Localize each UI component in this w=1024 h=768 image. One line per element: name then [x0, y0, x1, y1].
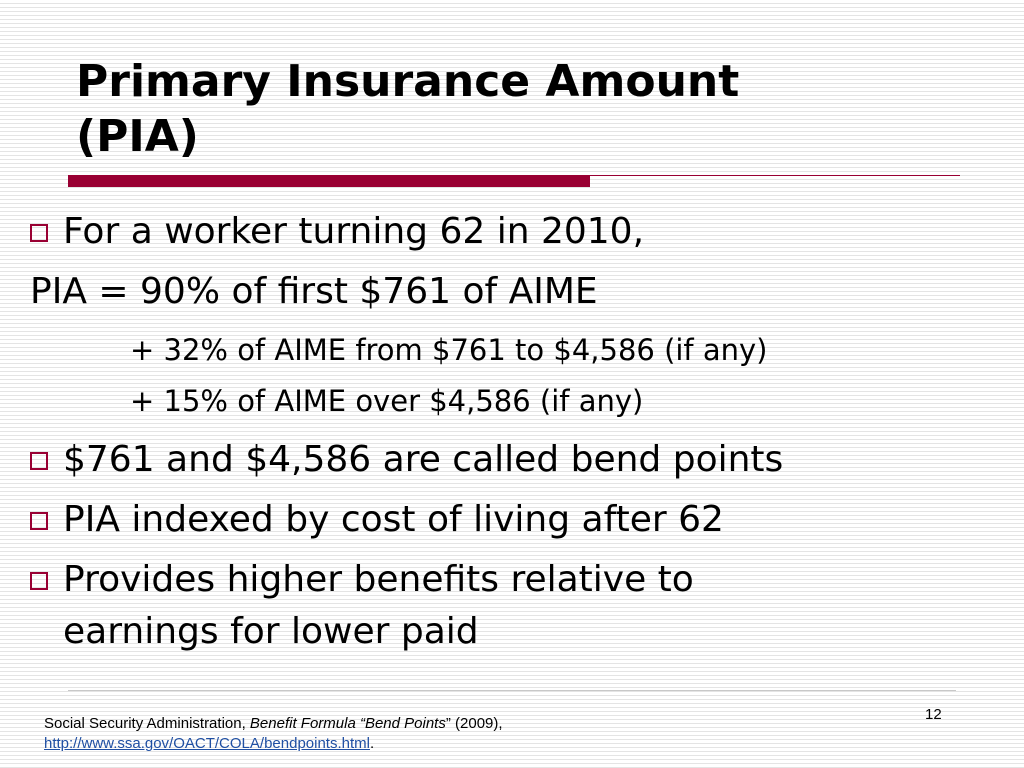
title-divider-thin [590, 175, 960, 176]
bullet-text: $761 and $4,586 are called bend points [63, 439, 784, 480]
slide-title-text: Primary Insurance Amount (PIA) [76, 56, 740, 162]
source-suffix: ” (2009), [445, 715, 503, 732]
bullet-item-bend-points [30, 434, 783, 486]
page-number: 12 [925, 706, 942, 723]
formula-sub-line-32: + 32% of AIME from $761 to $4,586 (if any) [130, 333, 768, 367]
formula-line: PIA = 90% of first $761 of AIME [30, 271, 598, 312]
slide-title [76, 54, 976, 164]
hollow-square-bullet-icon [30, 512, 48, 530]
source-citation [44, 714, 503, 754]
bullet-text: For a worker turning 62 in 2010, [63, 211, 645, 252]
source-title: Benefit Formula “Bend Points [249, 715, 446, 732]
title-divider-thick [68, 175, 590, 187]
bullet-item-indexed [30, 494, 724, 546]
bullet-text: PIA indexed by cost of living after 62 [63, 499, 724, 540]
hollow-square-bullet-icon [30, 452, 48, 470]
source-prefix: Social Security Administration, [44, 715, 250, 732]
hollow-square-bullet-icon [30, 572, 48, 590]
hollow-square-bullet-icon [30, 224, 48, 242]
bullet-item-higher-benefits [30, 554, 694, 658]
source-end: . [369, 735, 375, 752]
formula-sub-line-15: + 15% of AIME over $4,586 (if any) [130, 384, 644, 418]
bullet-item-worker [30, 206, 644, 258]
footer-divider [68, 690, 956, 691]
bullet-text: Provides higher benefits relative to earnings for lower paid [63, 559, 694, 652]
source-link[interactable]: http://www.ssa.gov/OACT/COLA/bendpoints.html [44, 735, 370, 752]
